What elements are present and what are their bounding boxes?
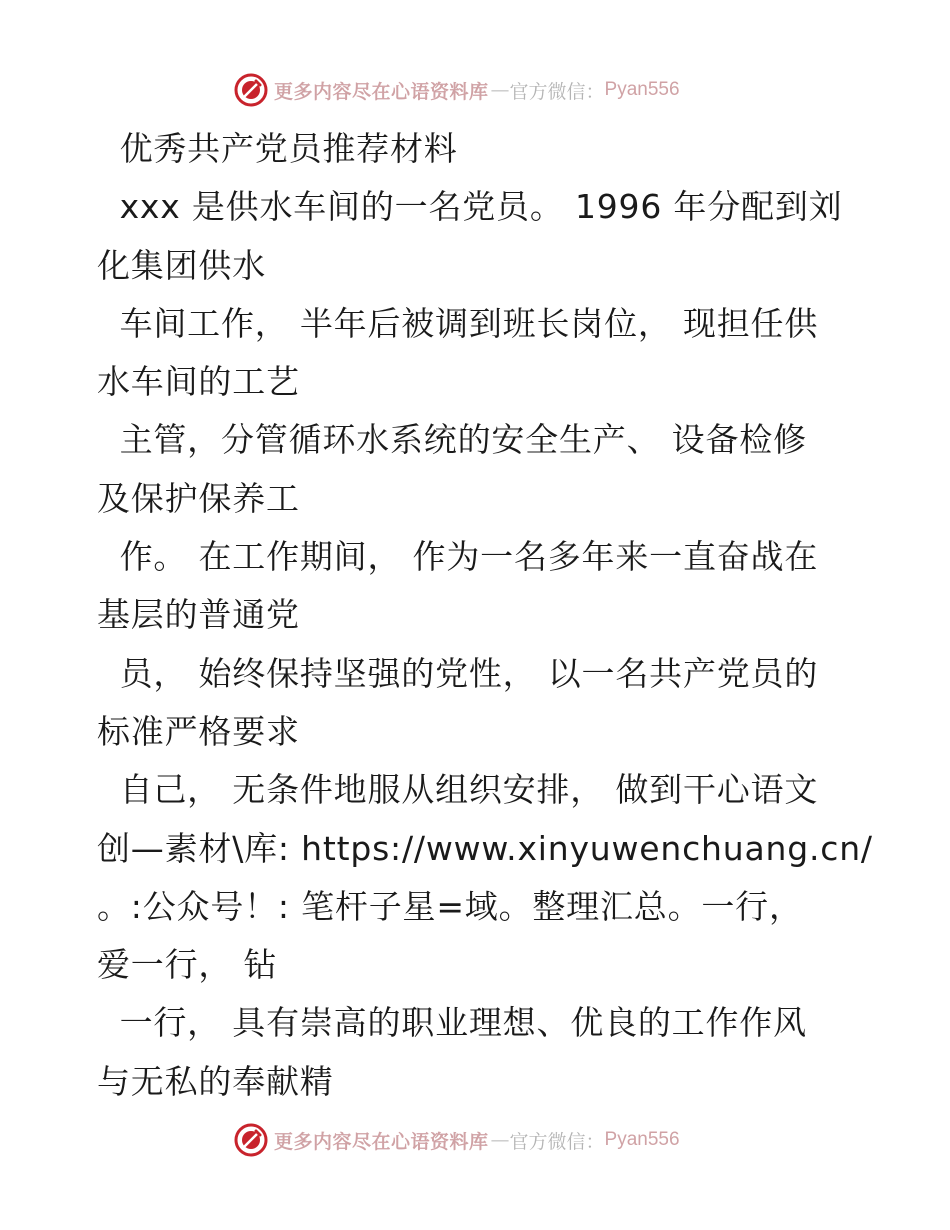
banner-main-text: 更多内容尽在心语资料库	[274, 1130, 489, 1153]
document-line: 。:公众号！: 笔杆子星=域。整理汇总。一行，	[97, 886, 803, 926]
document-line: 主管，分管循环水系统的安全生产、 设备检修	[97, 420, 807, 460]
banner-separator: —	[490, 1129, 510, 1151]
document-line: 作。 在工作期间， 作为一名多年来一直奋战在	[97, 537, 819, 577]
document-line: 员， 始终保持坚强的党性， 以一名共产党员的	[97, 653, 819, 693]
document-line: 水车间的工艺	[97, 362, 300, 402]
document-line: 创—素材\库: https://www.xinyuwenchuang.cn/	[97, 828, 873, 868]
document-line: 爱一行， 钻	[97, 945, 278, 985]
document-line: xxx 是供水车间的一名党员。 1996 年分配到刘	[97, 187, 843, 227]
red-seal-logo-icon	[234, 1123, 268, 1157]
document-line: 一行， 具有崇高的职业理想、优良的工作作风	[97, 1003, 807, 1043]
document-body	[97, 120, 873, 1111]
banner-wechat-id: Pyan556	[604, 1129, 680, 1150]
banner-wechat-id: Pyan556	[604, 79, 680, 100]
banner-main-text: 更多内容尽在心语资料库	[274, 80, 489, 103]
banner-separator: —	[490, 79, 510, 101]
document-line: 基层的普通党	[97, 595, 300, 635]
document-line: 与无私的奉献精	[97, 1061, 334, 1101]
document-line: 车间工作， 半年后被调到班长岗位， 现担任供	[97, 303, 819, 343]
document-line: 化集团供水	[97, 245, 266, 285]
document-line: 及保护保养工	[97, 478, 300, 518]
footer-watermark-banner	[234, 1122, 680, 1158]
header-watermark-banner	[234, 72, 680, 108]
banner-wechat-label: 官方微信：	[509, 1130, 605, 1153]
banner-wechat-label: 官方微信：	[509, 80, 605, 103]
red-seal-logo-icon	[234, 73, 268, 107]
document-line: 标准严格要求	[97, 711, 300, 751]
document-line: 自己， 无条件地服从组织安排， 做到干心语文	[97, 770, 819, 810]
document-title: 优秀共产党员推荐材料	[97, 129, 458, 168]
